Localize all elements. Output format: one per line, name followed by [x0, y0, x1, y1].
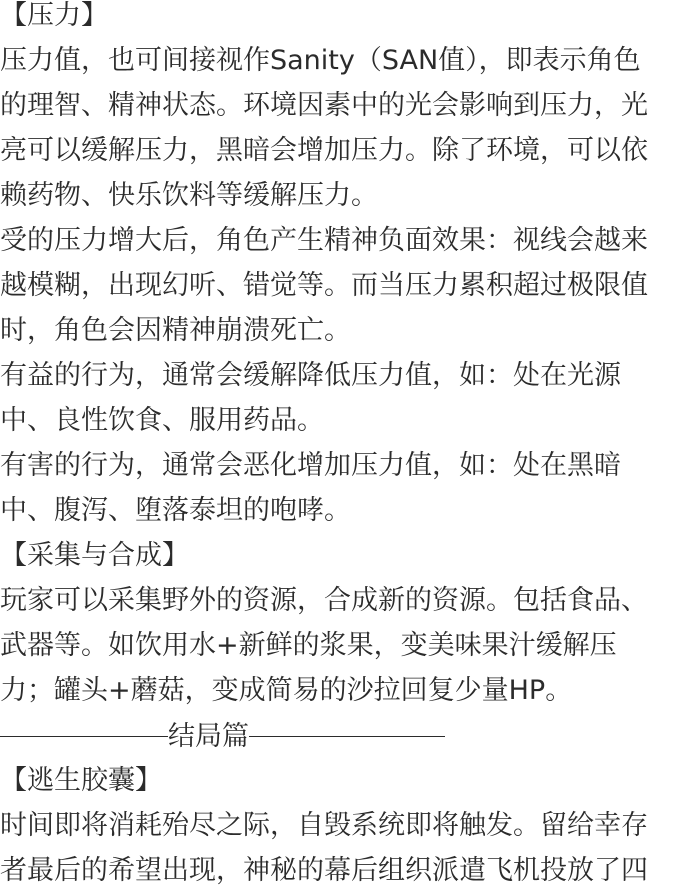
paragraph-line: 武器等。如饮用水+新鲜的浆果，变美味果汁缓解压: [0, 630, 617, 661]
paragraph-line: 越模糊，出现幻听、错觉等。而当压力累积超过极限值: [0, 270, 648, 301]
section-heading-crafting: 【采集与合成】: [0, 540, 189, 571]
divider-rule-right: [249, 736, 445, 737]
paragraph-line: 时间即将消耗殆尽之际，自毁系统即将触发。留给幸存: [0, 810, 648, 841]
paragraph-line: 的理智、精神状态。环境因素中的光会影响到压力，光: [0, 90, 648, 121]
paragraph-line: 有益的行为，通常会缓解降低压力值，如：处在光源: [0, 360, 621, 391]
paragraph-line: 中、良性饮食、服用药品。: [0, 405, 324, 436]
section-divider: [0, 714, 450, 759]
paragraph-line: 受的压力增大后，角色产生精神负面效果：视线会越来: [0, 225, 648, 256]
divider-rule-left: [0, 736, 168, 737]
paragraph-line: 亮可以缓解压力，黑暗会增加压力。除了环境，可以依: [0, 135, 648, 166]
paragraph-line: 时，角色会因精神崩溃死亡。: [0, 315, 351, 346]
section-heading-pressure: 【压力】: [0, 0, 108, 31]
paragraph-line: 赖药物、快乐饮料等缓解压力。: [0, 180, 378, 211]
paragraph-line: 中、腹泻、堕落泰坦的咆哮。: [0, 495, 351, 526]
section-heading-escape-capsule: 【逃生胶囊】: [0, 765, 162, 796]
paragraph-line: 力；罐头+蘑菇，变成简易的沙拉回复少量HP。: [0, 675, 573, 706]
paragraph-line: 有害的行为，通常会恶化增加压力值，如：处在黑暗: [0, 450, 621, 481]
paragraph-line: 者最后的希望出现，神秘的幕后组织派遣飞机投放了四: [0, 855, 648, 885]
paragraph-line: 玩家可以采集野外的资源，合成新的资源。包括食品、: [0, 585, 648, 616]
paragraph-line: 压力值，也可间接视作Sanity（SAN值），即表示角色: [0, 45, 641, 76]
divider-label: 结局篇: [168, 721, 249, 752]
